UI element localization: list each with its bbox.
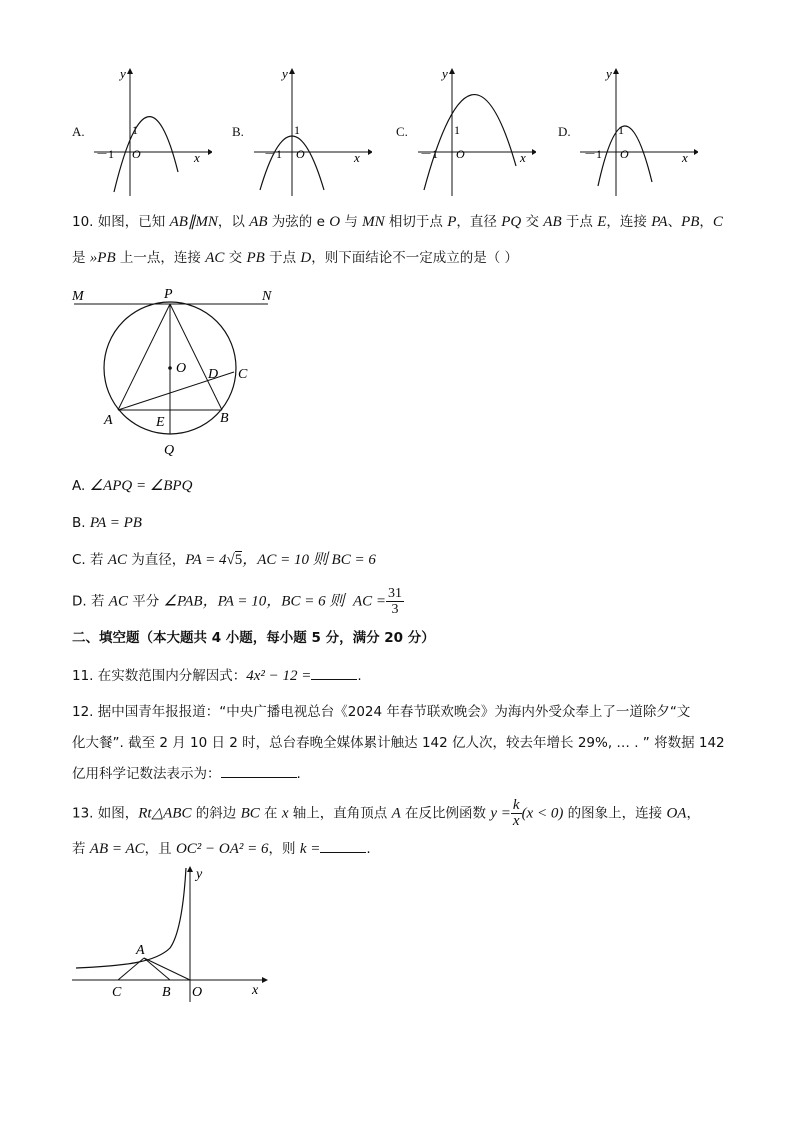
svg-text:x: x	[520, 150, 526, 165]
q10-option-d: D. 若 AC 平分 ∠PAB，PA = 10，BC = 6 则 AC = $\frac{31}{3}$	[72, 586, 402, 617]
svg-text:x: x	[682, 150, 688, 165]
option-d-label: D.	[558, 124, 571, 139]
svg-text:O: O	[176, 361, 187, 376]
q10-line2: 是 »PB 上一点，连接 AC 交 PB 于点 D，则下面结论不一定成立的是（ ）	[72, 250, 519, 266]
q12-answer-blank	[221, 763, 297, 778]
option-b-graph	[252, 62, 372, 198]
svg-text:1: 1	[132, 123, 138, 137]
q10-line1: 10. 如图，已知 AB∥MN，以 AB 为弦的 e O 与 MN 相切于点 P，直径 PQ 交 AB 于点 E，连接 PA、PB，C	[72, 214, 723, 230]
svg-text:O: O	[132, 147, 141, 161]
q12-line2: 化大餐”. 截至 2 月 10 日 2 时，总台春晚全媒体累计触达 142 亿人次，较去年增长 29%, … . ” 将数据 142	[72, 735, 725, 751]
option-c-graph	[416, 62, 536, 198]
svg-text:－1: －1	[264, 147, 283, 161]
svg-text:1: 1	[454, 123, 460, 137]
svg-text:x: x	[252, 983, 259, 998]
svg-text:C: C	[112, 985, 122, 1000]
svg-text:－1: －1	[584, 147, 603, 161]
q13-hyperbola-figure	[66, 862, 276, 1006]
svg-text:P: P	[164, 287, 173, 302]
option-b-label: B.	[232, 124, 244, 139]
svg-text:Q: Q	[164, 443, 175, 458]
q13-answer-blank	[320, 838, 366, 853]
q13-line1: 13. 如图，Rt△ABC 的斜边 BC 在 x 轴上，直角顶点 A 在反比例函数 y = $\frac{k}{x}$ (x < 0) 的图象上，连接 OA，	[72, 797, 700, 829]
svg-text:E: E	[156, 415, 165, 430]
option-d-graph	[578, 62, 698, 198]
svg-text:O: O	[296, 147, 305, 161]
svg-text:x: x	[354, 150, 360, 165]
q11-line: 11. 在实数范围内分解因式：4x² − 12 = .	[72, 665, 362, 686]
svg-text:O: O	[456, 147, 465, 161]
svg-text:B: B	[220, 411, 229, 426]
svg-text:1: 1	[294, 123, 300, 137]
svg-text:N: N	[262, 289, 272, 304]
svg-text:－1: －1	[96, 147, 115, 161]
option-a-graph	[92, 62, 212, 198]
q10-option-b: B. PA = PB	[72, 515, 142, 531]
q12-line1: 12. 据中国青年报报道：“中央广播电视总台《2024 年春节联欢晚会》为海内外受众奉上了一道除夕“文	[72, 704, 691, 720]
q10-option-a: A. ∠APQ = ∠BPQ	[72, 478, 193, 494]
q13-line2: 若 AB = AC，且 OC² − OA² = 6，则 k = .	[72, 838, 371, 859]
svg-text:A: A	[104, 413, 113, 428]
svg-text:y: y	[606, 66, 612, 81]
svg-text:1: 1	[618, 123, 624, 137]
svg-text:－1: －1	[420, 147, 439, 161]
graph-options-row	[70, 62, 710, 202]
svg-text:y: y	[442, 66, 448, 81]
option-c-label: C.	[396, 124, 408, 139]
svg-text:C: C	[238, 367, 248, 382]
svg-text:M: M	[72, 289, 84, 304]
svg-text:y: y	[282, 66, 288, 81]
option-a-label: A.	[72, 124, 85, 139]
svg-text:y: y	[196, 867, 203, 882]
svg-text:O: O	[192, 985, 203, 1000]
q10-circle-figure	[68, 284, 288, 460]
svg-text:y: y	[120, 66, 126, 81]
section2-title: 二、填空题（本大题共 4 小题，每小题 5 分，满分 20 分）	[72, 630, 435, 646]
svg-text:D: D	[208, 367, 219, 382]
svg-text:A: A	[136, 943, 145, 958]
q11-answer-blank	[311, 665, 357, 680]
q12-line3: 亿用科学记数法表示为： .	[72, 763, 301, 784]
q10-option-c: C. 若 AC 为直径，PA = 4√5，AC = 10 则 BC = 6	[72, 552, 376, 568]
svg-text:O: O	[620, 147, 629, 161]
svg-text:x: x	[194, 150, 200, 165]
svg-text:B: B	[162, 985, 171, 1000]
